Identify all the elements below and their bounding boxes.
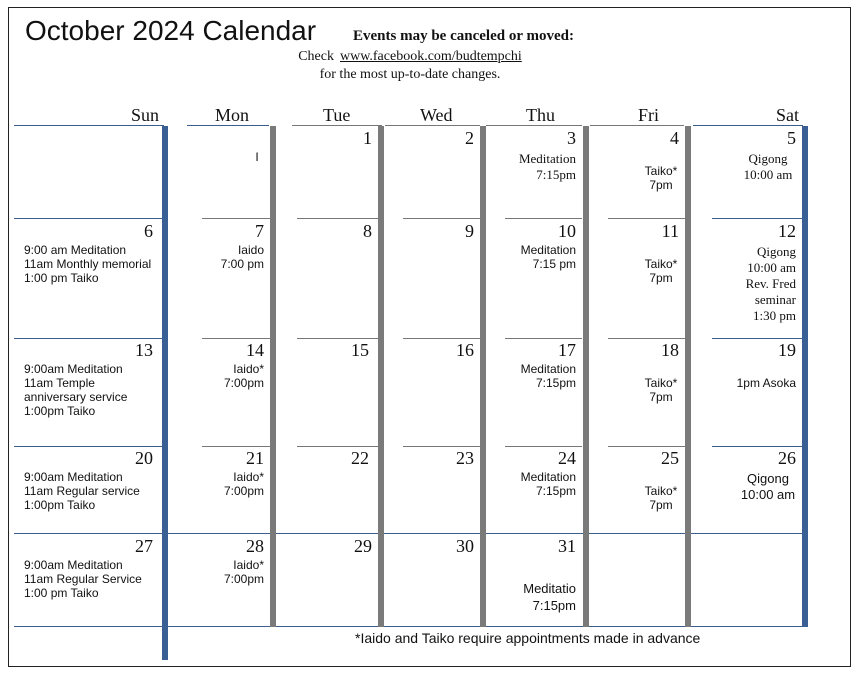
appointment-footnote: *Iaido and Taiko require appointments made in advance (355, 630, 701, 646)
day-20-events: 9:00am Meditation 11am Regular service 1:00pm Taiko (24, 470, 140, 512)
day-4-number: 4 (670, 128, 679, 148)
row4-top-rule-sun (14, 446, 164, 447)
day-27-events: 9:00am Meditation 11am Regular Service 1:00 pm Taiko (24, 558, 142, 600)
row1-top-rule-wed (385, 125, 480, 126)
day-14-events: Iaido* 7:00pm (223, 362, 264, 390)
row3-top-rule-mon (202, 338, 270, 339)
row3-top-rule-sat (712, 338, 804, 339)
notice-check-prefix: Check (298, 49, 334, 64)
day-8-number: 8 (363, 221, 372, 241)
day-10-number: 10 (558, 221, 576, 241)
day-12-number: 12 (778, 221, 796, 241)
day-11-number: 11 (661, 221, 679, 241)
day-16-number: 16 (456, 340, 474, 360)
day-5-number: 5 (787, 128, 796, 148)
day-5-events: Qigong 10:00 am (743, 151, 793, 182)
row3-top-rule-thu (505, 338, 582, 339)
row3-top-rule-fri (608, 338, 685, 339)
day-30-number: 30 (456, 536, 474, 556)
row2-top-rule-wed (403, 218, 480, 219)
day-27-number: 27 (135, 536, 153, 556)
day-17-number: 17 (558, 340, 576, 360)
row1-top-rule-tue (292, 125, 382, 126)
day-21-events: Iaido* 7:00pm (223, 470, 264, 498)
sat-column-bar (802, 126, 808, 627)
row1-top-rule-thu (486, 125, 582, 126)
day-15-number: 15 (351, 340, 369, 360)
day-1-number: 1 (363, 128, 372, 148)
day-13-events: 9:00am Meditation 11am Temple anniversary service 1:00pm Taiko (24, 362, 128, 418)
row1-top-rule-fri (590, 125, 684, 126)
row4-top-rule-wed (403, 446, 480, 447)
row4-top-rule-mon (202, 446, 270, 447)
tue-column-bar (378, 126, 384, 627)
weekday-sat: Sat (776, 105, 800, 125)
row4-top-rule-sat (712, 446, 804, 447)
weekday-fri: Fri (638, 105, 660, 125)
day-26-events: Qigong 10:00 am (740, 471, 796, 502)
wed-column-bar (480, 126, 486, 627)
day-19-events: 1pm Asoka (736, 376, 796, 390)
row4-top-rule-fri (608, 446, 685, 447)
day-13-number: 13 (135, 340, 153, 360)
day-14-number: 14 (246, 340, 264, 360)
weekday-mon: Mon (215, 105, 250, 125)
day-25-number: 25 (661, 448, 679, 468)
day-21-number: 21 (246, 448, 264, 468)
row2-top-rule-sat (712, 218, 804, 219)
notice-check-line (0, 49, 820, 65)
day-3-events: Meditation 7:15pm (518, 151, 576, 182)
day-19-number: 19 (778, 340, 796, 360)
day-6-number: 6 (144, 221, 153, 241)
day-31-events: Meditatio 7:15pm (523, 581, 576, 613)
row2-top-rule-mon (202, 218, 270, 219)
row1-top-rule-sat (693, 125, 803, 126)
day-2-number: 2 (465, 128, 474, 148)
row2-top-rule-fri (608, 218, 685, 219)
day-12-events: Qigong 10:00 am Rev. Fred seminar 1:30 pm (745, 244, 796, 323)
weekday-sun: Sun (131, 105, 160, 125)
day-20-number: 20 (135, 448, 153, 468)
row2-top-rule-thu (505, 218, 582, 219)
mon-column-bar (270, 126, 276, 627)
day-24-events: Meditation 7:15pm (520, 470, 576, 498)
day-10-events: Meditation 7:15 pm (520, 243, 576, 271)
weekday-tue: Tue (323, 105, 351, 125)
day-23-number: 23 (456, 448, 474, 468)
day-7-number: 7 (255, 221, 264, 241)
day-18-events: Taiko* 7pm (644, 376, 678, 404)
row2-top-rule-tue (297, 218, 382, 219)
day-7-events: Iaido 7:00 pm (220, 243, 264, 271)
day-17-events: Meditation 7:15pm (520, 362, 576, 390)
day-29-number: 29 (354, 536, 372, 556)
day-24-number: 24 (558, 448, 576, 468)
day-18-number: 18 (661, 340, 679, 360)
day-4-events: Taiko* 7pm (644, 164, 678, 192)
day-26-number: 26 (778, 448, 796, 468)
row3-top-rule-tue (297, 338, 382, 339)
notice-heading: Events may be canceled or moved: (353, 28, 574, 44)
weekday-thu: Thu (526, 105, 555, 125)
row1-top-rule-mon (187, 125, 269, 126)
day-25-events: Taiko* 7pm (644, 484, 678, 512)
page-title: October 2024 Calendar (25, 15, 317, 46)
row2-top-rule-sun (14, 218, 164, 219)
day-22-number: 22 (351, 448, 369, 468)
day-11-events: Taiko* 7pm (644, 257, 678, 285)
weekday-wed: Wed (420, 105, 453, 125)
day-6-events: 9:00 am Meditation 11am Monthly memorial 1:00 pm Taiko (24, 243, 152, 285)
day-28-events: Iaido* 7:00pm (223, 558, 264, 586)
day-31-number: 31 (558, 536, 576, 556)
thu-column-bar (583, 126, 589, 627)
day-9-number: 9 (465, 221, 474, 241)
sun-column-bar (162, 126, 168, 660)
row4-top-rule-thu (505, 446, 582, 447)
row4-top-rule-tue (297, 446, 382, 447)
row3-top-rule-wed (403, 338, 480, 339)
stray-mark: I (255, 150, 259, 164)
day-28-number: 28 (246, 536, 264, 556)
row3-top-rule-sun (14, 338, 164, 339)
notice-suffix: for the most up-to-date changes. (319, 67, 501, 82)
row1-top-rule-sun (14, 125, 164, 126)
facebook-link[interactable]: www.facebook.com/budtempchi (339, 49, 522, 64)
day-3-number: 3 (567, 128, 576, 148)
